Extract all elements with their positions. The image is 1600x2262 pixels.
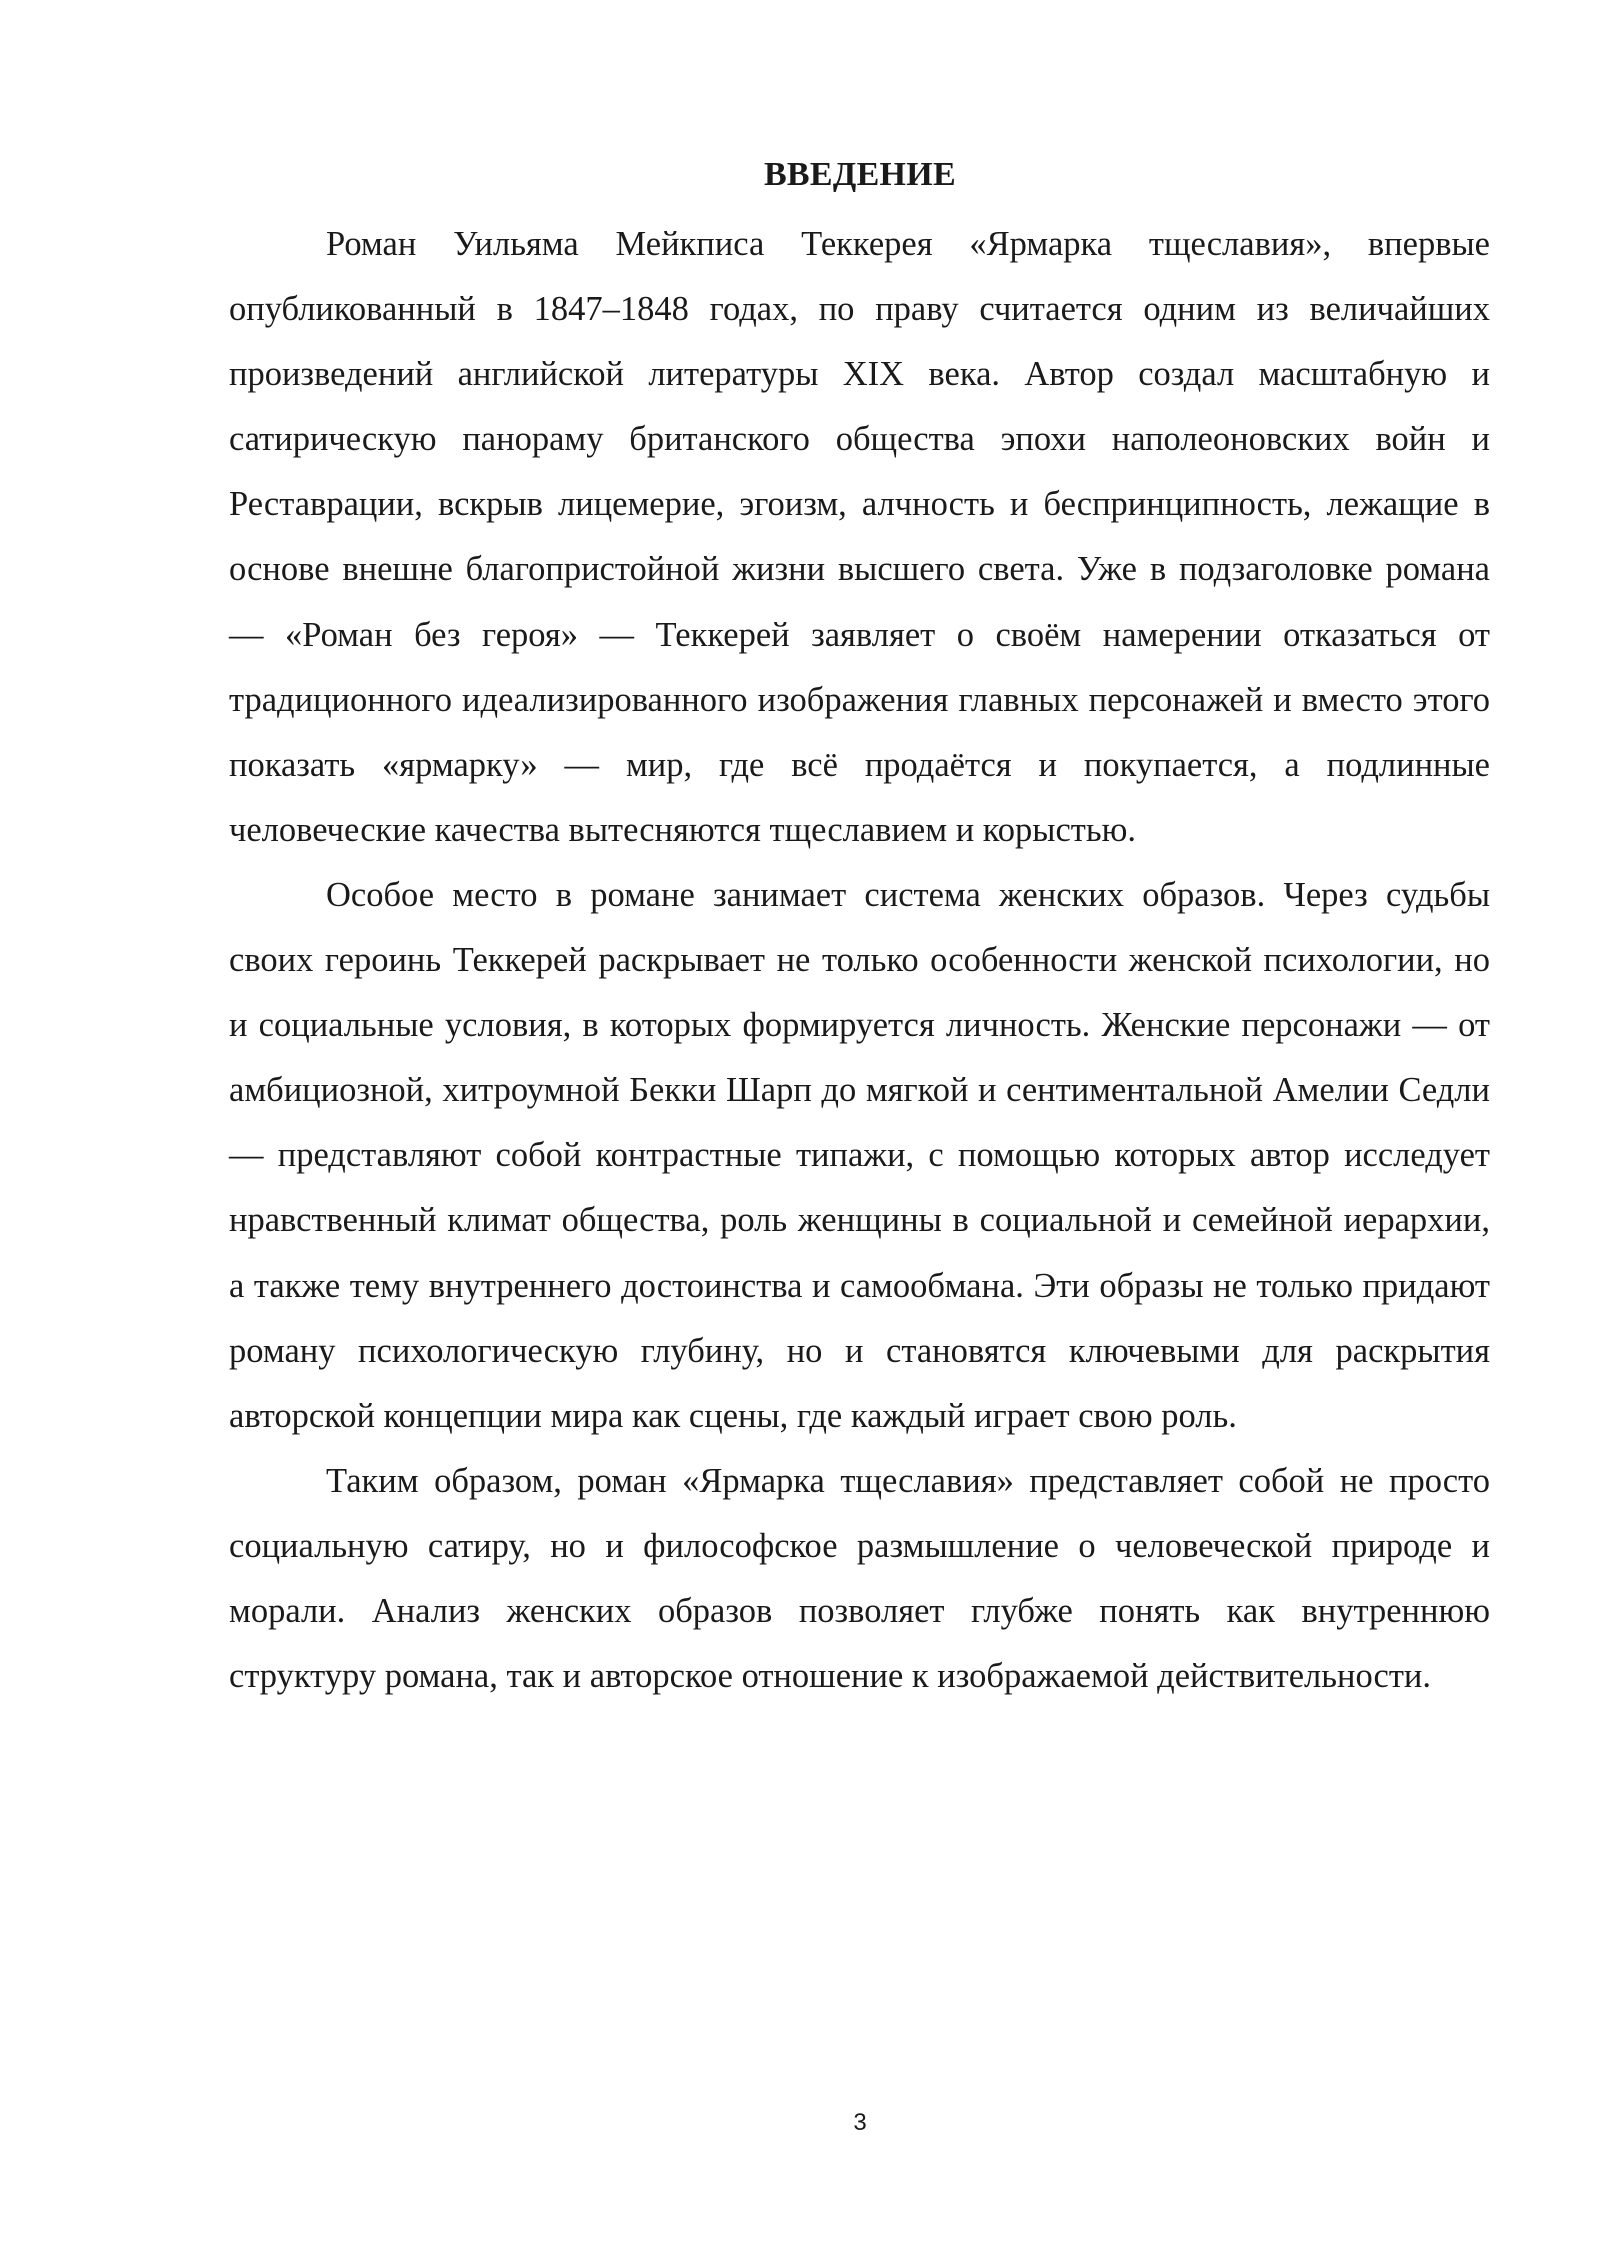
section-heading: ВВЕДЕНИЕ [763, 156, 957, 193]
page-number: 3 [853, 2109, 867, 2136]
paragraph-3: Таким образом, роман «Ярмарка тщеславия» представляет собой не просто социальную сатиру, но и философское размышление о человеческой природе и морали. Анализ женских образов позволяет глубже понять как внутреннюю структуру романа, так и авторское отношение к изображаемой действительности. [229, 1461, 1490, 1696]
paragraph-1: Роман Уильяма Мейкписа Теккерея «Ярмарка тщеславия», впервые опубликованный в 1847–1848 годах, по праву считается одним из величайших произведений английской литературы XIX века. Автор создал масштабную и сатирическую панораму британского общества эпохи наполеоновских войн и Реставрации, вскрыв лицемерие, эгоизм, алчность и беспринципность, лежащие в основе внешне благопристойной жизни высшего света. Уже в подзаголовке романа — «Роман без героя» — Теккерей заявляет о своём намерении отказаться от традиционного идеализированного изображения главных персонажей и вместо этого показать «ярмарку» — мир, где всё продаётся и покупается, а подлинные человеческие качества вытесняются тщеславием и корыстью. [229, 225, 1490, 849]
paragraph-2: Особое место в романе занимает система женских образов. Через судьбы своих героинь Теккерей раскрывает не только особенности женской психологии, но и социальные условия, в которых формируется личность. Женские персонажи — от амбициозной, хитроумной Бекки Шарп до мягкой и сентиментальной Амелии Седли — представляют собой контрастные типажи, с помощью которых автор исследует нравственный климат общества, роль женщины в социальной и семейной иерархии, а также тему внутреннего достоинства и самообмана. Эти образы не только придают роману психологическую глубину, но и становятся ключевыми для раскрытия авторской концепции мира как сцены, где каждый играет свою роль. [229, 875, 1490, 1435]
body-text [229, 212, 1490, 1709]
